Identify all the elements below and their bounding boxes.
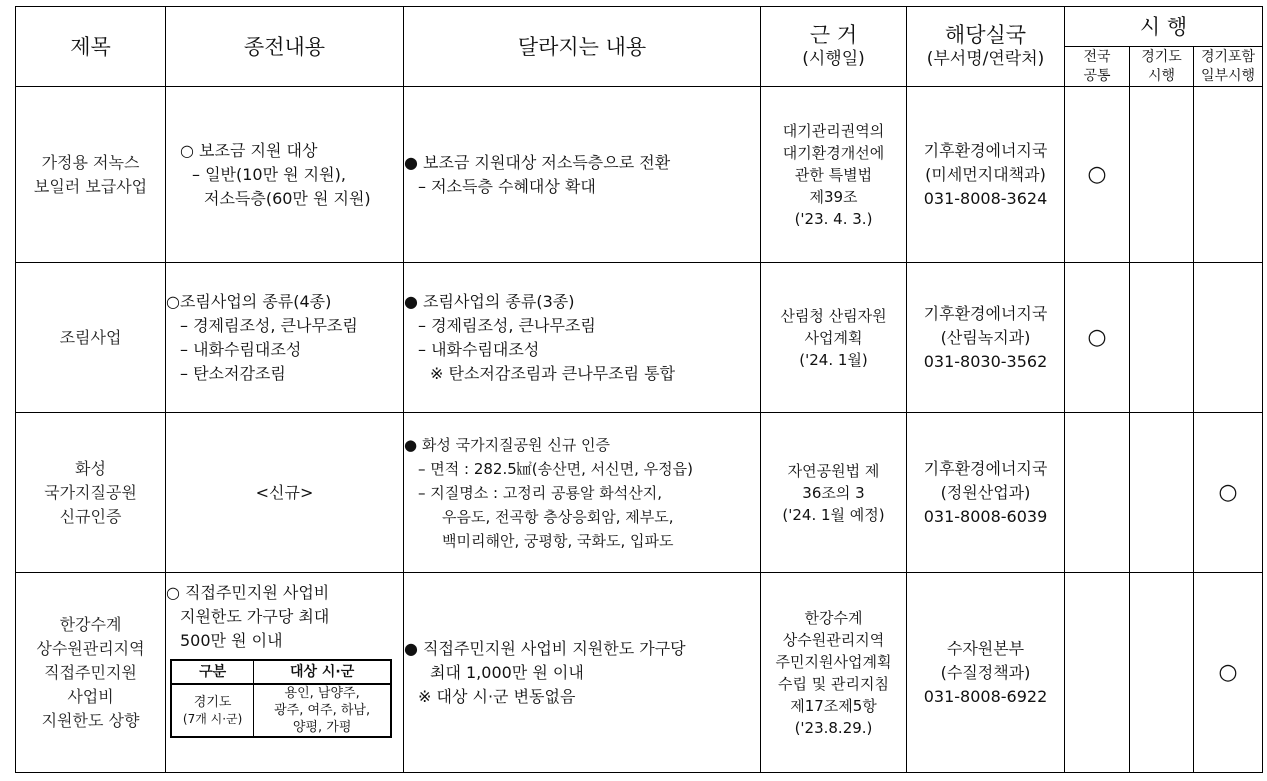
target-table-header-category: 구분 — [171, 660, 254, 684]
changed-line: 우음도, 전곡항 층상응회암, 제부도, — [442, 507, 674, 526]
mark-national: ○ — [1065, 263, 1130, 413]
changed-line: ● 직접주민지원 사업비 지원한도 가구당 — [404, 638, 686, 658]
target-table-city-line: 양평, 가평 — [292, 720, 352, 735]
mark-gyeonggi — [1130, 573, 1194, 773]
changed-line: – 경제림조성, 큰나무조림 — [418, 315, 596, 335]
header-impl-national-l2: 공통 — [1083, 67, 1111, 84]
previous-line: – 경제림조성, 큰나무조림 — [180, 315, 358, 335]
previous-line: <신규> — [255, 482, 314, 502]
header-basis-sub: (시행일) — [802, 48, 865, 69]
changed-line: – 지질명소 : 고정리 공룡알 화석산지, — [418, 483, 663, 502]
basis-line: 제17조제5항 — [790, 696, 877, 715]
mark-gyeonggi — [1130, 263, 1194, 413]
row-basis — [761, 263, 907, 413]
target-table-region — [171, 684, 254, 737]
dept-line: 031-8008-3624 — [923, 188, 1048, 208]
mark-national — [1065, 413, 1130, 573]
row-title — [16, 413, 166, 573]
header-basis — [761, 7, 907, 87]
row-dept — [907, 413, 1065, 573]
mark-gyeonggi — [1130, 413, 1194, 573]
dept-line: 031-8008-6922 — [923, 686, 1048, 706]
mark-partial: ○ — [1194, 413, 1263, 573]
header-impl-gyeonggi-l1: 경기도 — [1141, 48, 1182, 65]
target-cities-table — [170, 659, 392, 738]
dept-line: 031-8008-6039 — [923, 506, 1048, 526]
basis-line: ('24. 1월) — [799, 350, 868, 369]
mark-gyeonggi — [1130, 87, 1194, 263]
header-title: 제목 — [16, 7, 166, 87]
previous-line: 저소득층(60만 원 지원) — [204, 188, 371, 208]
target-table-cities — [254, 684, 391, 737]
changed-line: – 저소득층 수혜대상 확대 — [418, 176, 596, 196]
previous-line: – 내화수림대조성 — [180, 339, 302, 359]
table-row — [16, 413, 1263, 573]
basis-line: ('23. 4. 3.) — [794, 209, 873, 228]
target-table-region-sub: (7개 시·군) — [182, 711, 243, 726]
row-basis — [761, 87, 907, 263]
basis-line: 산림청 산림자원 — [780, 306, 887, 325]
mark-partial: ○ — [1194, 573, 1263, 773]
policy-changes-table — [15, 6, 1263, 773]
header-impl-national-l1: 전국 — [1083, 48, 1111, 65]
row-title-line: 신규인증 — [59, 506, 122, 526]
row-changed — [404, 573, 761, 773]
basis-line: 관한 특별법 — [794, 165, 873, 184]
changed-line: – 면적 : 282.5㎢(송산면, 서신면, 우정읍) — [418, 459, 693, 478]
row-dept — [907, 263, 1065, 413]
header-dept-label: 해당실국 — [944, 22, 1027, 47]
previous-line: ○ 보조금 지원 대상 — [180, 140, 318, 160]
row-title-line: 보일러 보급사업 — [33, 176, 148, 196]
previous-line: 지원한도 가구당 최대 — [180, 607, 330, 626]
table-row — [16, 573, 1263, 773]
changed-line: – 내화수림대조성 — [418, 339, 540, 359]
header-dept-sub: (부서명/연락처) — [926, 48, 1045, 69]
dept-line: (정원산업과) — [940, 482, 1031, 502]
changed-line: ※ 탄소저감조림과 큰나무조림 통합 — [430, 363, 676, 383]
row-title-line: 한강수계 — [59, 614, 122, 634]
header-impl-partial-l1: 경기포함 — [1200, 48, 1256, 65]
mark-national: ○ — [1065, 87, 1130, 263]
previous-line: – 탄소저감조림 — [180, 363, 286, 383]
dept-line: (수질정책과) — [940, 662, 1031, 682]
previous-line: – 일반(10만 원 지원), — [192, 164, 346, 184]
previous-line: ○조림사업의 종류(4종) — [166, 291, 332, 311]
basis-line: 한강수계 — [804, 608, 863, 627]
basis-line: 자연공원법 제 — [787, 461, 880, 480]
target-table-region-name: 경기도 — [193, 694, 232, 710]
header-impl-partial-l2: 일부시행 — [1200, 67, 1256, 84]
mark-partial — [1194, 87, 1263, 263]
basis-line: 상수원관리지역 — [782, 630, 885, 649]
basis-line: 36조의 3 — [802, 483, 865, 502]
changed-line: 백미리해안, 궁평항, 국화도, 입파도 — [442, 531, 674, 550]
row-dept — [907, 87, 1065, 263]
dept-line: 수자원본부 — [946, 638, 1025, 658]
row-title-line: 국가지질공원 — [44, 482, 137, 502]
dept-line: (산림녹지과) — [940, 327, 1031, 347]
table-row — [16, 87, 1263, 263]
row-title — [16, 263, 166, 413]
target-table-city-line: 용인, 남양주, — [284, 686, 360, 701]
changed-line: ● 조림사업의 종류(3종) — [404, 291, 575, 311]
mark-national — [1065, 573, 1130, 773]
row-previous — [166, 413, 404, 573]
basis-line: 대기관리권역의 — [782, 121, 885, 140]
basis-line: 제39조 — [809, 187, 858, 206]
row-previous — [166, 87, 404, 263]
previous-line: 500만 원 이내 — [180, 631, 283, 650]
basis-line: 주민지원사업계획 — [775, 652, 892, 671]
target-table-city-line: 광주, 여주, 하남, — [274, 703, 371, 718]
dept-line: (미세먼지대책과) — [925, 164, 1046, 184]
header-impl-national — [1065, 47, 1130, 87]
row-title-line: 화성 — [75, 458, 106, 478]
mark-partial — [1194, 263, 1263, 413]
row-title — [16, 573, 166, 773]
row-changed — [404, 263, 761, 413]
header-impl: 시 행 — [1065, 7, 1263, 47]
dept-line: 기후환경에너지국 — [923, 458, 1048, 478]
header-dept — [907, 7, 1065, 87]
dept-line: 031-8030-3562 — [923, 351, 1048, 371]
header-changed: 달라지는 내용 — [404, 7, 761, 87]
header-basis-label: 근 거 — [809, 22, 858, 47]
row-basis — [761, 413, 907, 573]
basis-line: ('23.8.29.) — [794, 718, 873, 737]
changed-line: ● 화성 국가지질공원 신규 인증 — [404, 435, 611, 454]
row-changed — [404, 87, 761, 263]
row-title-line: 사업비 — [67, 686, 114, 706]
changed-line: ※ 대상 시·군 변동없음 — [418, 686, 576, 706]
header-impl-gyeonggi — [1130, 47, 1194, 87]
basis-line: 수립 및 관리지침 — [778, 674, 889, 693]
basis-line: 사업계획 — [804, 328, 863, 347]
basis-line: ('24. 1월 예정) — [782, 505, 885, 524]
dept-line: 기후환경에너지국 — [923, 303, 1048, 323]
changed-line: ● 보조금 지원대상 저소득층으로 전환 — [404, 152, 671, 172]
row-title-line: 지원한도 상향 — [41, 710, 140, 730]
row-previous — [166, 263, 404, 413]
row-dept — [907, 573, 1065, 773]
row-previous — [166, 573, 404, 773]
header-impl-gyeonggi-l2: 시행 — [1147, 67, 1176, 84]
row-title-line: 직접주민지원 — [44, 662, 137, 682]
row-title — [16, 87, 166, 263]
previous-line: ○ 직접주민지원 사업비 — [166, 583, 330, 602]
row-title-line: 가정용 저녹스 — [41, 152, 140, 172]
row-basis — [761, 573, 907, 773]
header-impl-partial — [1194, 47, 1263, 87]
row-title-line: 상수원관리지역 — [36, 638, 145, 658]
target-table-header-cities: 대상 시·군 — [254, 660, 391, 684]
row-changed — [404, 413, 761, 573]
basis-line: 대기환경개선에 — [782, 143, 885, 162]
table-row — [16, 263, 1263, 413]
changed-line: 최대 1,000만 원 이내 — [430, 662, 584, 682]
header-previous: 종전내용 — [166, 7, 404, 87]
dept-line: 기후환경에너지국 — [923, 140, 1048, 160]
row-title-line: 조림사업 — [59, 327, 122, 347]
